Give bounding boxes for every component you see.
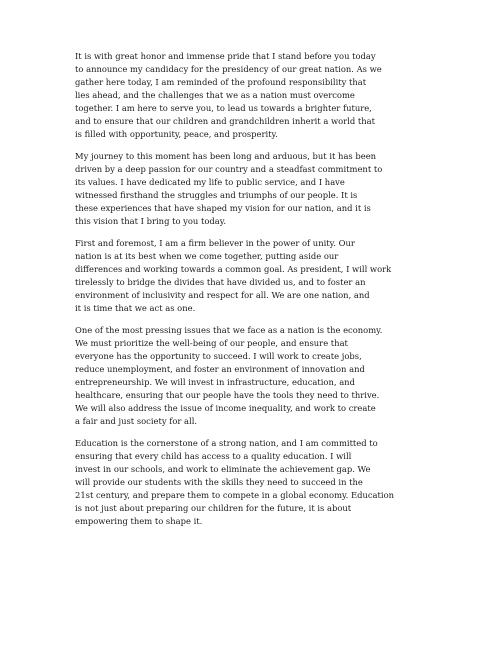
paragraph-4: One of the most pressing issues that we face as a nation is the economy. We must prioritize the well-being of our people, and ensure that everyone has the opportunity to succeed. I will work to create jobs, reduce unemployment, and foster an environment of innovation and entrepreneurship. We will invest in infrastructure, education, and healthcare, ensuring that our people have the tools they need to thrive. We will also address the issue of income inequality, and work to create a fair and just society for all.: [75, 325, 383, 426]
paragraph-1: It is with great honor and immense pride that I stand before you today to announce my candidacy for the presidency of our great nation. As we gather here today, I am reminded of the profound responsibility that lies ahead, and the challenges that we as a nation must overcome together. I am here to serve you, to lead us towards a brighter future, and to ensure that our children and grandchildren inherit a world that is filled with opportunity, peace, and prosperity.: [75, 51, 382, 139]
paragraph-5: Education is the cornerstone of a strong nation, and I am committed to ensuring that every child has access to a quality education. I will invest in our schools, and work to eliminate the achievement gap. We will provide our students with the skills they need to succeed in the 21st century, and prepare them to compete in a global economy. Education is not just about preparing our children for the future, it is about empowering them to shape it.: [75, 438, 395, 526]
paragraph-3: First and foremost, I am a firm believer in the power of unity. Our nation is at its best when we come together, putting aside our differences and working towards a common goal. As president, I will work tirelessly to bridge the divides that have divided us, and to foster an environment of inclusivity and respect for all. We are one nation, and it is time that we act as one.: [75, 238, 392, 313]
paragraph-2: My journey to this moment has been long and arduous, but it has been driven by a deep passion for our country and a steadfast commitment to its values. I have dedicated my life to public service, and I have witnessed firsthand the struggles and triumphs of our people. It is these experiences that have shaped my vision for our nation, and it is this vision that I bring to you today.: [75, 151, 383, 226]
document-body: [75, 50, 435, 537]
